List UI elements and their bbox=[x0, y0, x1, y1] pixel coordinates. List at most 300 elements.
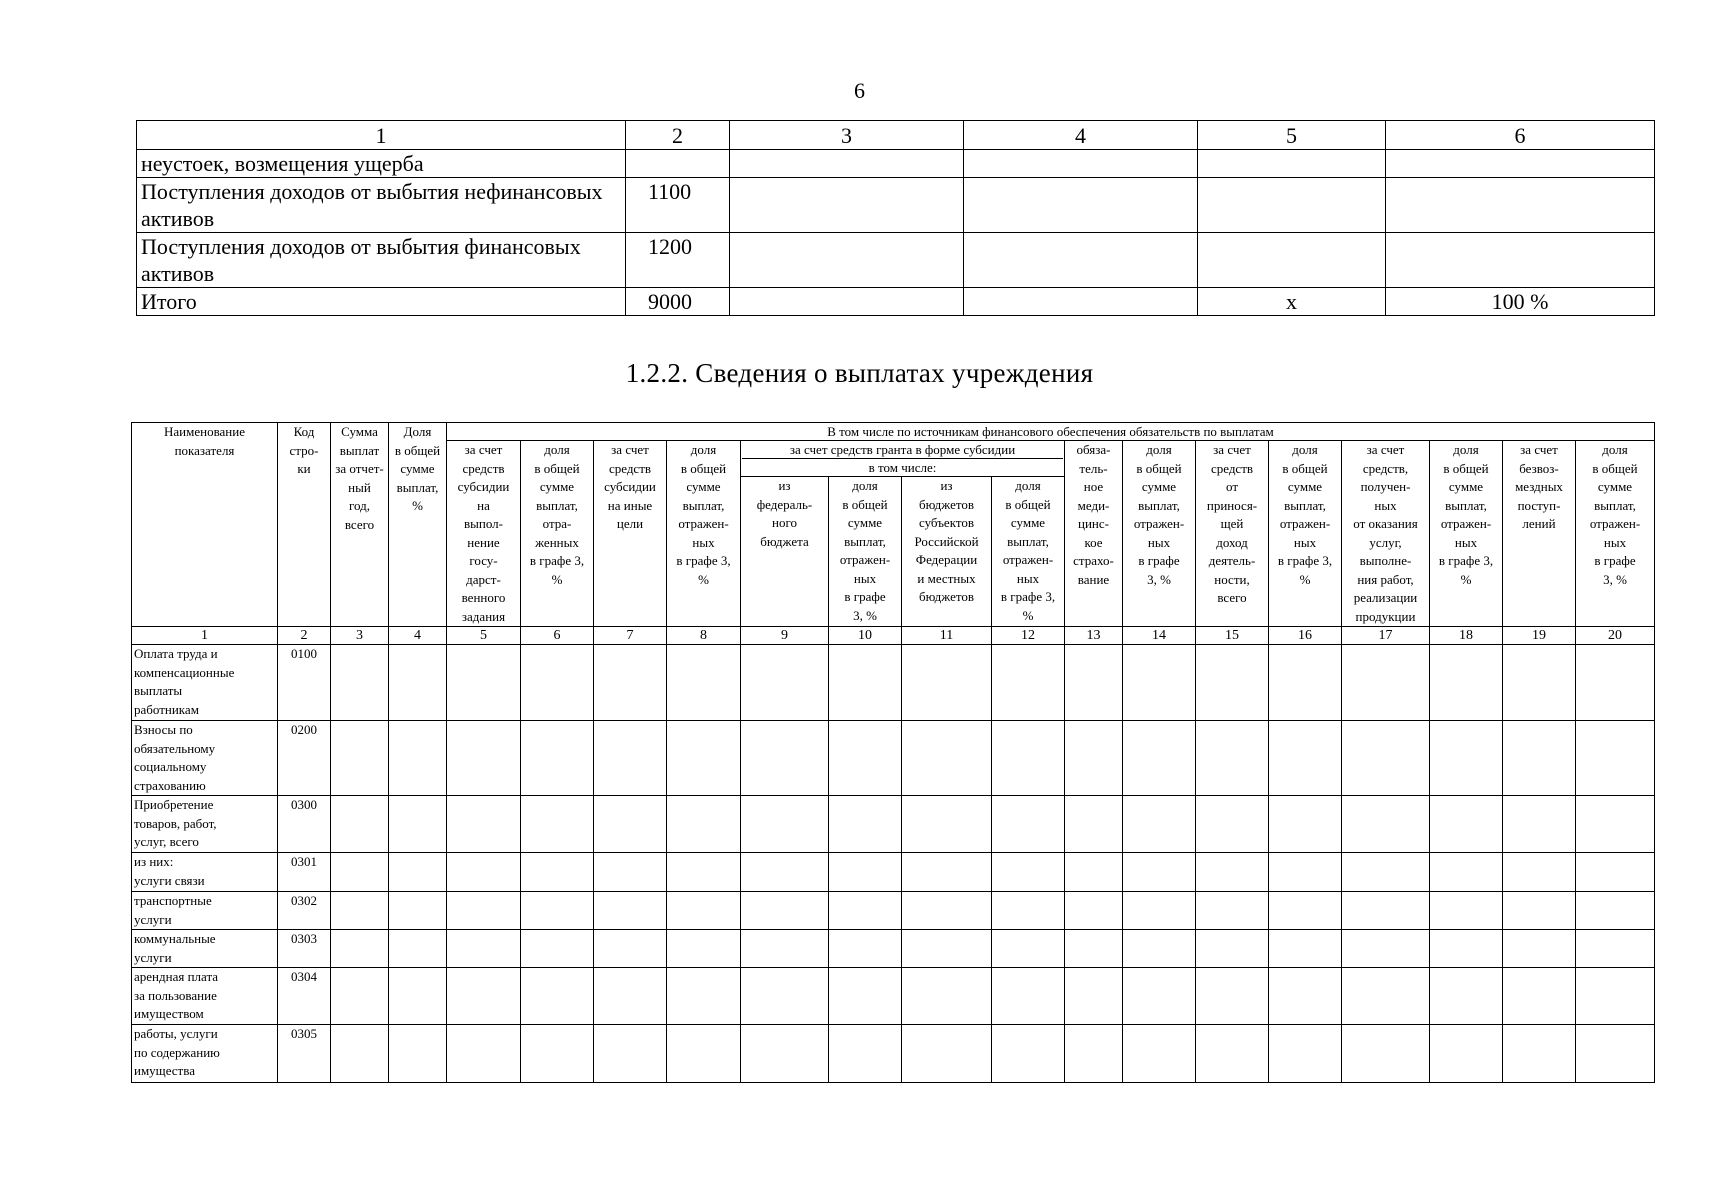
column-number: 14 bbox=[1123, 627, 1196, 645]
column-number: 9 bbox=[741, 627, 829, 645]
value-cell bbox=[594, 892, 667, 930]
header-grant bbox=[741, 441, 1065, 477]
value-cell bbox=[730, 233, 964, 288]
page-number: 6 bbox=[854, 78, 865, 103]
value-cell bbox=[1576, 1025, 1655, 1083]
value-cell bbox=[447, 1025, 521, 1083]
header-line: ных bbox=[853, 570, 877, 586]
row-name-line: услуги bbox=[134, 949, 172, 965]
value-cell bbox=[964, 233, 1198, 288]
header-line: задания bbox=[461, 608, 506, 624]
header-line: выплат, bbox=[536, 497, 578, 513]
header-line: доля bbox=[852, 478, 878, 494]
value-cell bbox=[1430, 853, 1503, 892]
top-header-cell: 4 bbox=[964, 121, 1198, 150]
value-cell bbox=[829, 796, 902, 853]
value-cell bbox=[447, 796, 521, 853]
header-line: реализации bbox=[1353, 590, 1418, 605]
header-line: доля bbox=[1453, 442, 1479, 457]
value-cell bbox=[1503, 930, 1576, 968]
header-line: цинс- bbox=[1078, 516, 1109, 531]
row-code: 1100 bbox=[626, 178, 730, 233]
header-line: услуг, bbox=[1369, 534, 1402, 550]
header-line: отражен- bbox=[1133, 516, 1185, 531]
top-header-cell: 6 bbox=[1386, 121, 1655, 150]
header-col-13 bbox=[1065, 441, 1123, 627]
header-line: меди- bbox=[1077, 497, 1110, 513]
header-line: Сумма bbox=[341, 424, 378, 439]
value-cell bbox=[1065, 645, 1123, 721]
header-line: и местных bbox=[917, 570, 976, 586]
header-line: средств, bbox=[1362, 460, 1409, 476]
header-line: сумме bbox=[1010, 515, 1046, 531]
value-cell bbox=[667, 968, 741, 1025]
header-row-code bbox=[278, 423, 331, 627]
header-line: ное bbox=[1083, 479, 1104, 494]
header-line: отражен- bbox=[678, 516, 729, 531]
header-line: доля bbox=[1146, 442, 1172, 457]
header-line: в графе 3, bbox=[1277, 553, 1333, 568]
value-cell bbox=[447, 853, 521, 892]
row-code: 0200 bbox=[278, 721, 331, 796]
header-line: безвоз- bbox=[1519, 460, 1559, 476]
value-cell bbox=[667, 1025, 741, 1083]
header-line: за счет bbox=[464, 442, 503, 457]
header-line: в общей bbox=[1443, 460, 1489, 476]
table-row bbox=[137, 233, 1655, 288]
value-cell bbox=[730, 288, 964, 316]
value-cell bbox=[331, 645, 389, 721]
value-cell bbox=[331, 1025, 389, 1083]
header-line: субъектов bbox=[918, 515, 974, 531]
header-line: женных bbox=[535, 534, 579, 550]
value-cell bbox=[829, 892, 902, 930]
column-number: 2 bbox=[278, 627, 331, 645]
value-cell bbox=[1503, 892, 1576, 930]
header-line: за счет bbox=[611, 442, 649, 457]
value-cell bbox=[1576, 853, 1655, 892]
header-col-7 bbox=[594, 441, 667, 627]
column-number: 18 bbox=[1430, 627, 1503, 645]
row-code: 1200 bbox=[626, 233, 730, 288]
value-cell bbox=[1269, 930, 1342, 968]
value-cell bbox=[741, 796, 829, 853]
header-line: % bbox=[1299, 571, 1311, 587]
header-line: ных bbox=[1374, 497, 1397, 513]
header-line: дарст- bbox=[466, 571, 501, 587]
value-cell bbox=[1430, 930, 1503, 968]
value-cell bbox=[1065, 930, 1123, 968]
value-cell bbox=[1342, 892, 1430, 930]
row-name-line: обязательному bbox=[134, 740, 216, 756]
table-row bbox=[137, 178, 1655, 233]
header-line: субсидии bbox=[457, 479, 510, 494]
row-code bbox=[626, 150, 730, 178]
header-line: в общей bbox=[1136, 460, 1182, 476]
value-cell bbox=[829, 1025, 902, 1083]
value-cell bbox=[1196, 930, 1269, 968]
value-cell bbox=[1269, 796, 1342, 853]
header-line: в общей bbox=[1282, 460, 1328, 476]
row-code: 0300 bbox=[278, 796, 331, 853]
value-cell bbox=[594, 796, 667, 853]
header-line: на иные bbox=[607, 497, 653, 513]
header-line: всего bbox=[1217, 590, 1247, 605]
value-cell bbox=[594, 968, 667, 1025]
header-col-17 bbox=[1342, 441, 1430, 627]
top-header-cell: 5 bbox=[1198, 121, 1386, 150]
section-title: 1.2.2. Сведения о выплатах учреждения bbox=[625, 358, 1094, 388]
value-cell bbox=[1503, 968, 1576, 1025]
value-cell bbox=[1065, 721, 1123, 796]
row-name: Поступления доходов от выбытия нефинансовых активов bbox=[137, 178, 626, 233]
value-cell bbox=[1386, 233, 1655, 288]
header-line: в графе bbox=[1594, 553, 1636, 568]
row-name bbox=[132, 892, 278, 930]
header-line: ных bbox=[1293, 534, 1317, 550]
row-name: Поступления доходов от выбытия финансовых активов bbox=[137, 233, 626, 288]
header-financing-sources: В том числе по источникам финансового обеспечения обязательств по выплатам bbox=[447, 423, 1655, 441]
value-cell bbox=[1123, 968, 1196, 1025]
value-cell bbox=[1196, 645, 1269, 721]
value-cell bbox=[521, 1025, 594, 1083]
value-cell bbox=[667, 645, 741, 721]
value-cell bbox=[594, 930, 667, 968]
header-col-5 bbox=[447, 441, 521, 627]
header-line: нение bbox=[467, 534, 500, 550]
row-name-line: выплаты bbox=[134, 683, 183, 698]
header-line: кое bbox=[1084, 534, 1103, 550]
value-cell bbox=[667, 721, 741, 796]
header-line: тель- bbox=[1079, 460, 1108, 476]
value-cell bbox=[521, 968, 594, 1025]
value-cell bbox=[1123, 1025, 1196, 1083]
header-line: ности, bbox=[1214, 571, 1250, 587]
table-row bbox=[132, 853, 1655, 892]
table-row bbox=[137, 288, 1655, 316]
value-cell bbox=[964, 288, 1198, 316]
header-line: показателя bbox=[174, 442, 235, 458]
value-cell bbox=[1269, 968, 1342, 1025]
header-line: Наименование bbox=[164, 424, 245, 439]
value-cell bbox=[829, 853, 902, 892]
row-name-line: арендная плата bbox=[134, 969, 219, 984]
header-line: ных bbox=[1603, 534, 1627, 550]
value-cell bbox=[1503, 796, 1576, 853]
header-line: средств bbox=[608, 460, 652, 476]
header-line: ных bbox=[1016, 570, 1040, 586]
header-line: стро- bbox=[289, 442, 319, 458]
header-line: сумме bbox=[400, 461, 435, 476]
header-line: сумме bbox=[1597, 479, 1633, 494]
value-cell bbox=[1430, 968, 1503, 1025]
table-row bbox=[132, 930, 1655, 968]
header-line: Российской bbox=[914, 533, 979, 549]
row-name-line: страхованию bbox=[134, 777, 206, 793]
header-line: в графе 3, bbox=[1000, 589, 1056, 605]
row-code: 0301 bbox=[278, 853, 331, 892]
value-cell bbox=[447, 721, 521, 796]
row-name-line: из них: bbox=[134, 854, 174, 869]
value-cell bbox=[1123, 930, 1196, 968]
value-cell bbox=[1065, 1025, 1123, 1083]
header-line: венного bbox=[461, 590, 506, 605]
value-cell bbox=[1386, 150, 1655, 178]
header-line: Доля bbox=[403, 424, 432, 439]
value-cell bbox=[1065, 853, 1123, 892]
value-cell bbox=[992, 721, 1065, 796]
row-name bbox=[132, 796, 278, 853]
header-line: ный bbox=[348, 479, 371, 495]
table-row bbox=[132, 645, 1655, 721]
value-cell bbox=[667, 853, 741, 892]
value-cell bbox=[1196, 853, 1269, 892]
header-line: за счет bbox=[1213, 442, 1251, 457]
top-header-cell: 3 bbox=[730, 121, 964, 150]
value-cell bbox=[741, 853, 829, 892]
header-line: в общей bbox=[680, 460, 727, 476]
header-line: принося- bbox=[1206, 497, 1258, 513]
value-cell bbox=[1196, 968, 1269, 1025]
value-cell bbox=[1430, 645, 1503, 721]
value-cell bbox=[1342, 1025, 1430, 1083]
header-col-16 bbox=[1269, 441, 1342, 627]
header-col-6 bbox=[521, 441, 594, 627]
value-cell bbox=[389, 853, 447, 892]
column-number: 13 bbox=[1065, 627, 1123, 645]
value-cell bbox=[992, 853, 1065, 892]
value-cell bbox=[447, 892, 521, 930]
value-cell bbox=[1430, 1025, 1503, 1083]
value-cell bbox=[1196, 721, 1269, 796]
value-cell bbox=[1065, 968, 1123, 1025]
value-cell bbox=[1503, 1025, 1576, 1083]
value-cell bbox=[521, 853, 594, 892]
value-cell bbox=[1196, 796, 1269, 853]
value-cell bbox=[331, 930, 389, 968]
column-number: 16 bbox=[1269, 627, 1342, 645]
header-line: вание bbox=[1077, 571, 1110, 587]
header-line: ных bbox=[692, 534, 715, 550]
value-cell bbox=[594, 853, 667, 892]
value-cell bbox=[594, 721, 667, 796]
header-line: от оказания bbox=[1353, 516, 1418, 531]
header-line: цели bbox=[616, 516, 644, 531]
row-name-line: коммунальные bbox=[134, 931, 216, 946]
header-line: сумме bbox=[1141, 479, 1177, 494]
header-line: ных bbox=[1454, 534, 1478, 550]
value-cell bbox=[1430, 892, 1503, 930]
header-line: в общей bbox=[394, 442, 441, 458]
value-cell bbox=[1123, 892, 1196, 930]
header-col-15 bbox=[1196, 441, 1269, 627]
header-line: выплат, bbox=[1138, 497, 1180, 513]
value-cell bbox=[730, 178, 964, 233]
header-line: в графе 3, bbox=[529, 553, 585, 568]
value-cell bbox=[389, 721, 447, 796]
value-cell bbox=[730, 150, 964, 178]
header-total-sum bbox=[331, 423, 389, 627]
value-cell bbox=[992, 968, 1065, 1025]
value-cell bbox=[1503, 645, 1576, 721]
header-line: мездных bbox=[1515, 479, 1563, 494]
value-cell bbox=[1065, 892, 1123, 930]
header-line: страхо- bbox=[1073, 553, 1114, 568]
table-row bbox=[132, 968, 1655, 1025]
header-grant-label: за счет средств гранта в форме субсидии bbox=[789, 442, 1016, 457]
value-cell bbox=[902, 1025, 992, 1083]
row-name bbox=[132, 721, 278, 796]
value-cell bbox=[447, 645, 521, 721]
column-number: 15 bbox=[1196, 627, 1269, 645]
header-line: субсидии bbox=[604, 479, 656, 494]
value-cell bbox=[667, 796, 741, 853]
value-cell bbox=[902, 853, 992, 892]
header-col-19 bbox=[1503, 441, 1576, 627]
header-line: в общей bbox=[842, 496, 888, 512]
header-line: средств bbox=[1210, 460, 1254, 476]
row-name-line: имуществом bbox=[134, 1006, 204, 1021]
column-number: 7 bbox=[594, 627, 667, 645]
value-cell: 100 % bbox=[1386, 288, 1655, 316]
header-line: из bbox=[940, 478, 953, 494]
header-line: в общей bbox=[1005, 496, 1051, 512]
row-name-line: социальному bbox=[134, 759, 207, 774]
header-line: сумме bbox=[847, 515, 883, 531]
value-cell bbox=[521, 892, 594, 930]
row-name-line: транспортные bbox=[134, 893, 212, 908]
value-cell bbox=[829, 968, 902, 1025]
value-cell bbox=[331, 796, 389, 853]
value-cell bbox=[521, 796, 594, 853]
header-line: ного bbox=[772, 515, 797, 531]
value-cell bbox=[741, 645, 829, 721]
value-cell bbox=[1065, 796, 1123, 853]
value-cell bbox=[902, 645, 992, 721]
value-cell bbox=[521, 645, 594, 721]
column-number: 10 bbox=[829, 627, 902, 645]
value-cell bbox=[1386, 178, 1655, 233]
header-line: в графе bbox=[1138, 553, 1180, 568]
header-col-12 bbox=[992, 477, 1065, 627]
header-total-share bbox=[389, 423, 447, 627]
row-name-line: работы, услуги bbox=[134, 1026, 218, 1041]
value-cell bbox=[741, 1025, 829, 1083]
header-line: доля bbox=[544, 442, 570, 457]
row-name bbox=[132, 853, 278, 892]
header-line: в графе 3, bbox=[676, 553, 731, 568]
header-line: Федерации bbox=[915, 552, 978, 568]
value-cell bbox=[1269, 645, 1342, 721]
value-cell bbox=[389, 796, 447, 853]
value-cell bbox=[1342, 930, 1430, 968]
column-number: 8 bbox=[667, 627, 741, 645]
header-line: выплат, bbox=[1007, 533, 1049, 549]
header-line: от bbox=[1225, 479, 1238, 494]
row-name: неустоек, возмещения ущерба bbox=[137, 150, 626, 178]
top-header-cell: 1 bbox=[137, 121, 626, 150]
value-cell bbox=[447, 968, 521, 1025]
header-col-14 bbox=[1123, 441, 1196, 627]
value-cell bbox=[1430, 796, 1503, 853]
row-name-line: компенсационные bbox=[134, 664, 235, 680]
header-line: выпол- bbox=[464, 516, 503, 531]
row-name-line: услуг, всего bbox=[134, 834, 199, 849]
value-cell bbox=[389, 1025, 447, 1083]
value-cell bbox=[992, 1025, 1065, 1083]
row-code: 9000 bbox=[626, 288, 730, 316]
value-cell bbox=[1342, 721, 1430, 796]
header-line: средств bbox=[462, 460, 505, 476]
value-cell bbox=[1576, 645, 1655, 721]
header-line: отражен- bbox=[1589, 516, 1641, 531]
value-cell bbox=[1198, 178, 1386, 233]
header-line: ных bbox=[1147, 534, 1171, 550]
header-line: выплат, bbox=[682, 497, 725, 513]
header-line: в общей bbox=[534, 460, 580, 476]
header-line: % bbox=[1022, 607, 1034, 623]
row-name-line: имущества bbox=[134, 1063, 195, 1078]
value-cell bbox=[1342, 645, 1430, 721]
header-line: ния работ, bbox=[1357, 571, 1414, 587]
value-cell bbox=[1576, 796, 1655, 853]
row-name bbox=[132, 930, 278, 968]
header-col-9 bbox=[741, 477, 829, 627]
header-line: бюджета bbox=[760, 533, 809, 549]
row-name-line: услуги bbox=[134, 911, 172, 927]
value-cell bbox=[389, 645, 447, 721]
row-name bbox=[132, 645, 278, 721]
row-name-line: услуги связи bbox=[134, 872, 205, 888]
header-line: доля bbox=[1602, 442, 1628, 457]
header-line: бюджетов bbox=[918, 589, 974, 605]
value-cell: x bbox=[1198, 288, 1386, 316]
value-cell bbox=[992, 892, 1065, 930]
value-cell bbox=[829, 930, 902, 968]
header-line: за счет bbox=[1366, 442, 1405, 457]
row-name-line: Приобретение bbox=[134, 797, 214, 812]
header-line: продукции bbox=[1355, 608, 1416, 624]
header-line: в общей bbox=[1592, 460, 1638, 476]
header-line: отражен- bbox=[1002, 552, 1054, 568]
value-cell bbox=[1269, 721, 1342, 796]
value-cell bbox=[829, 721, 902, 796]
header-line: доход bbox=[1216, 534, 1248, 550]
value-cell bbox=[1503, 853, 1576, 892]
header-col-10 bbox=[829, 477, 902, 627]
value-cell bbox=[741, 930, 829, 968]
value-cell bbox=[1269, 1025, 1342, 1083]
header-col-11 bbox=[902, 477, 992, 627]
value-cell bbox=[667, 892, 741, 930]
header-line: доля bbox=[690, 442, 717, 457]
header-line: год, bbox=[349, 498, 370, 513]
row-name-line: работникам bbox=[134, 701, 199, 717]
header-line: из bbox=[778, 478, 791, 494]
header-line: % bbox=[551, 571, 563, 587]
value-cell bbox=[992, 796, 1065, 853]
row-code: 0302 bbox=[278, 892, 331, 930]
header-line: в графе 3, bbox=[1438, 553, 1494, 568]
header-line: бюджетов bbox=[918, 496, 974, 512]
value-cell bbox=[741, 721, 829, 796]
table-row bbox=[132, 892, 1655, 930]
column-number: 20 bbox=[1576, 627, 1655, 645]
value-cell bbox=[521, 721, 594, 796]
header-line: отра- bbox=[542, 516, 572, 531]
row-name bbox=[132, 968, 278, 1025]
row-code: 0100 bbox=[278, 645, 331, 721]
